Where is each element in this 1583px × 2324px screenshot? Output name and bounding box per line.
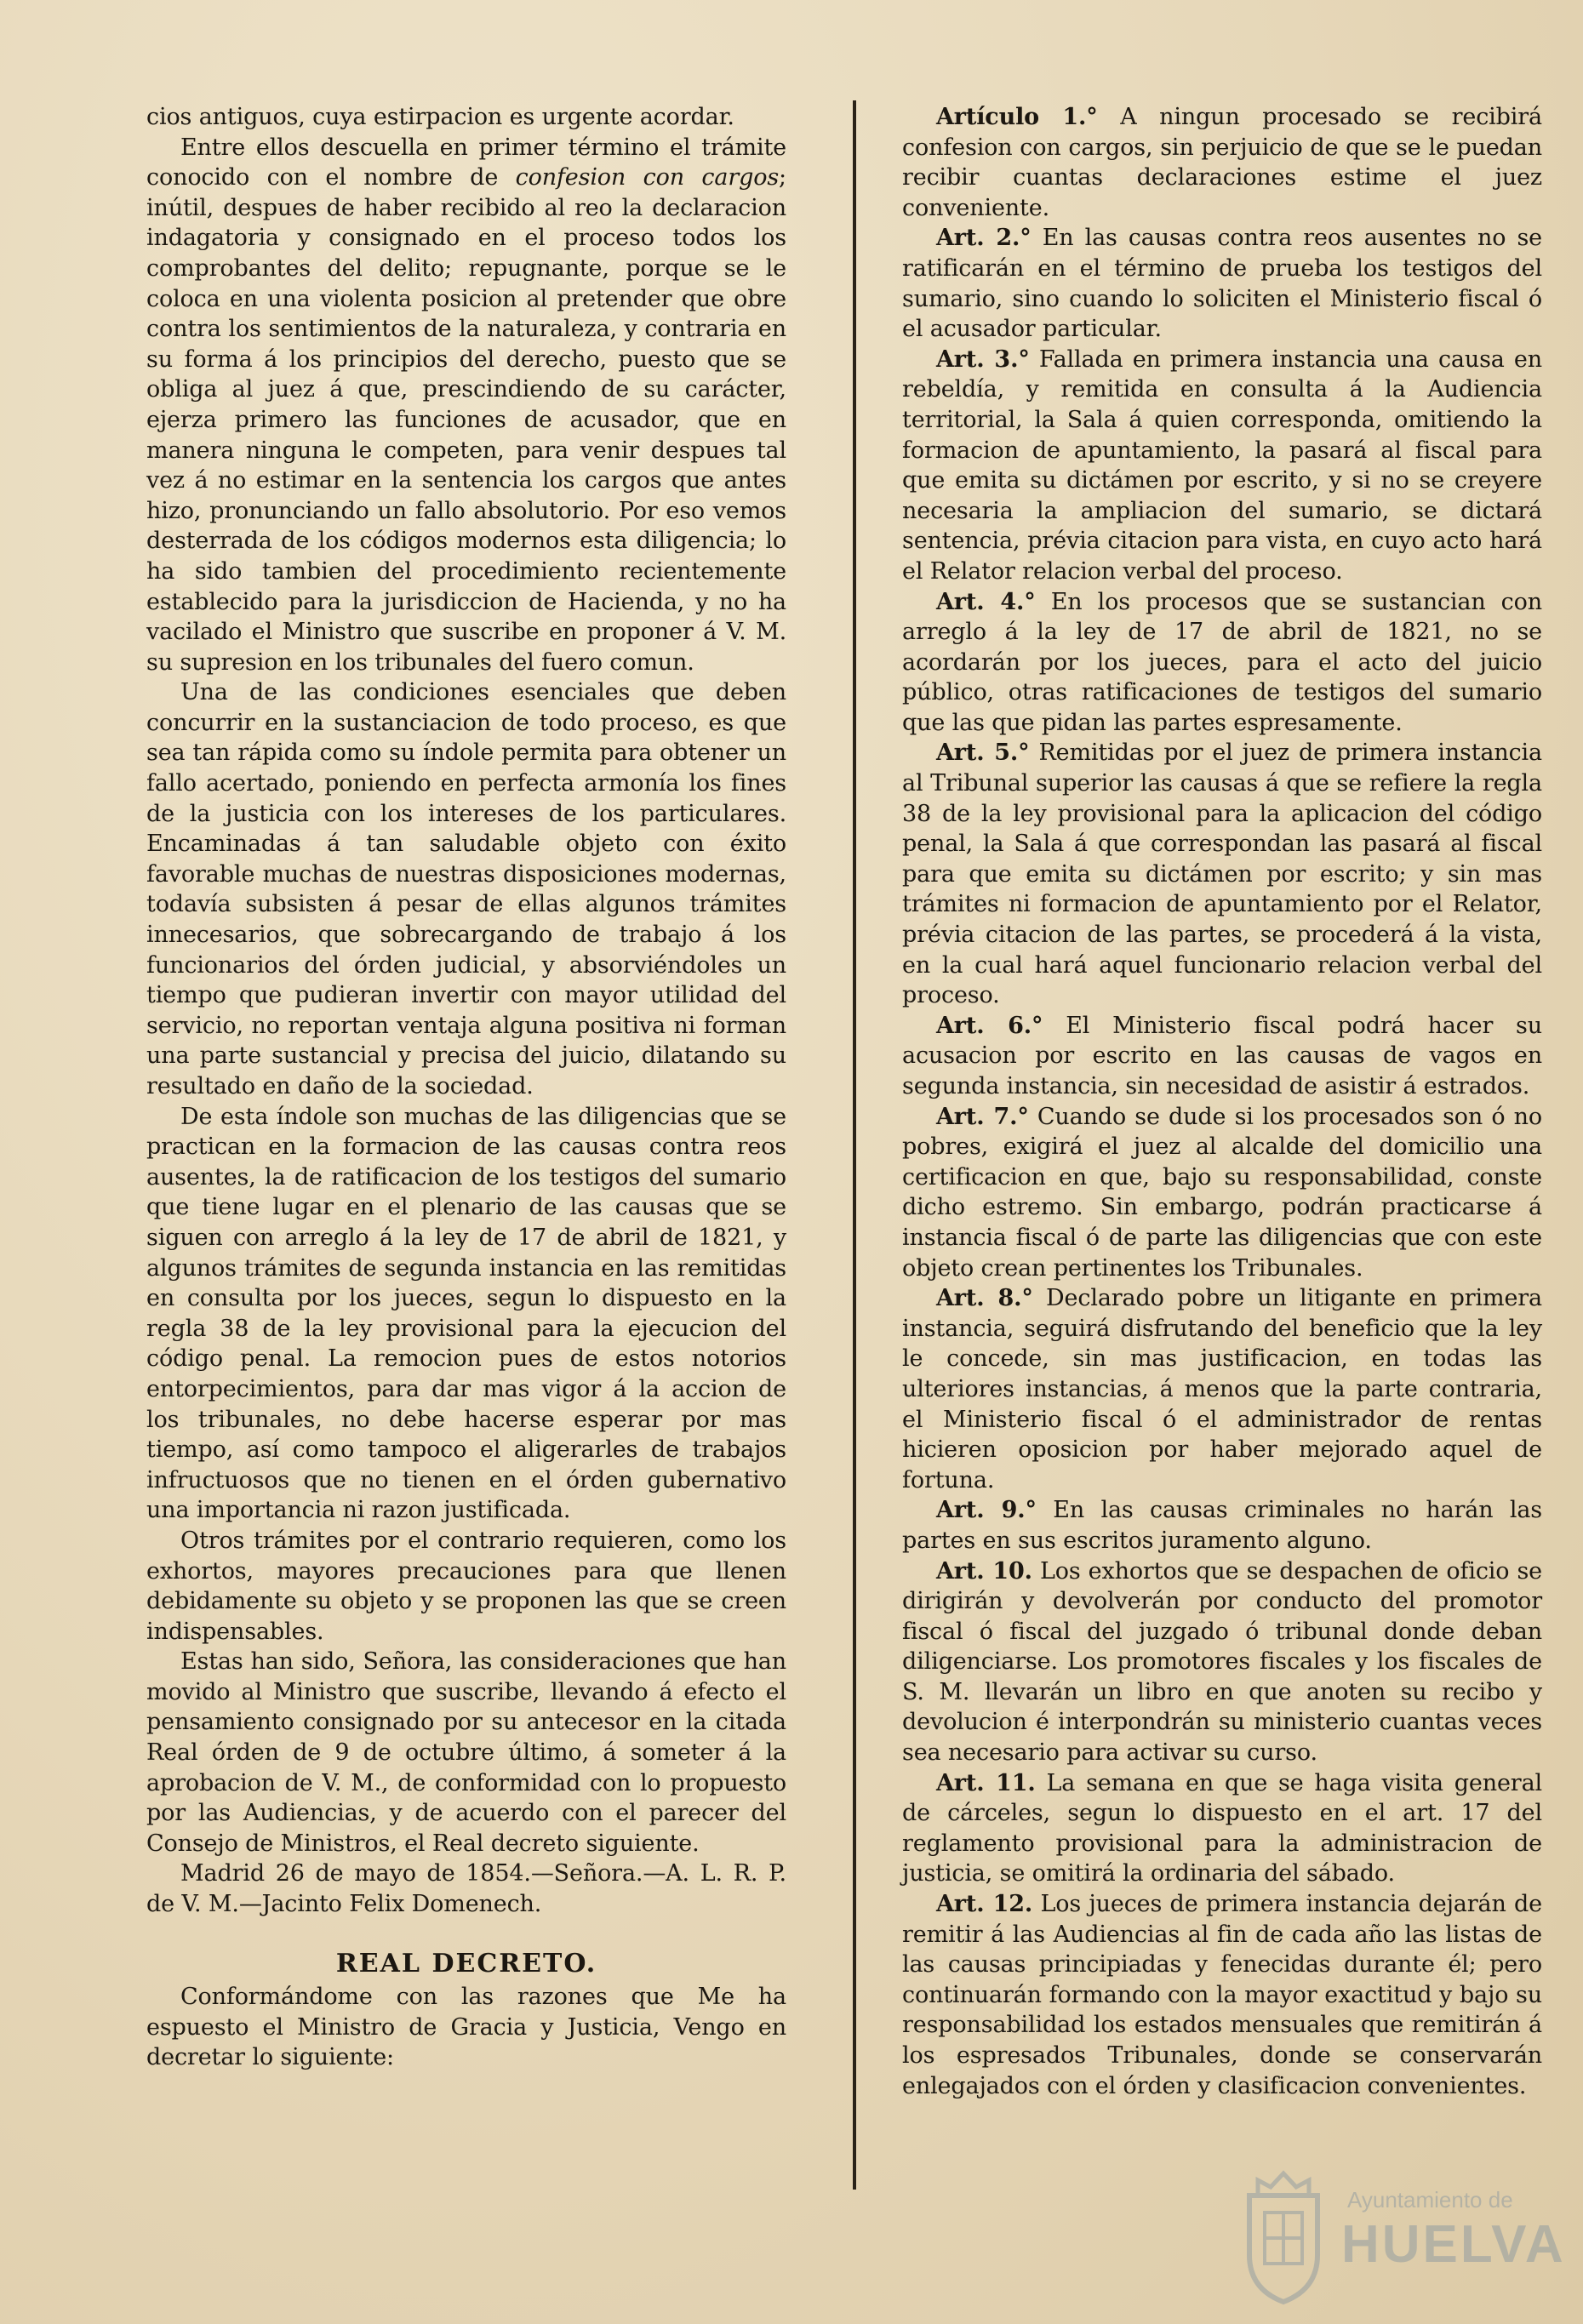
coat-of-arms-icon <box>1232 2161 1334 2306</box>
paragraph: Una de las condiciones esenciales que deben concurrir en la sustanciacion de todo proceso, es que sea tan rápida como su índole permita para obtener un fallo acertado, poniendo en perfecta armonía los fines de la justicia con los intereses de los particulares. Encaminadas á tan saludable objeto con éxito favorable muchas de nuestras disposiciones modernas, todavía subsisten á pesar de ellas algunos trámites innecesarios, que sobrecargando de trabajo á los funcionarios del órden judicial, y absorviéndoles un tiempo que pudieran invertir con mayor utilidad del servicio, no reportan ventaja alguna positiva ni forman una parte sustancial y precisa del juicio, dilatando su resultado en daño de la sociedad. <box>146 679 786 1099</box>
paragraph: Conformándome con las razones que Me ha espuesto el Ministro de Gracia y Justicia, Vengo en decretar lo siguiente: <box>146 1984 786 2071</box>
paragraph: Otros trámites por el contrario requieren, como los exhortos, mayores precauciones para que llenen debidamente su objeto y se proponen las que se creen indispensables. <box>146 1527 786 1645</box>
article-11: Art. 11. La semana en que se haga visita general de cárceles, segun lo dispuesto en el art. 17 del reglamento provisional para la administracion de justicia, se omitirá la ordinaria del sábado. <box>902 1769 1542 1887</box>
article-2: Art. 2.° En las causas contra reos ausentes no se ratificarán en el término de prueba los testigos del sumario, sino cuando lo soliciten el Ministerio fiscal ó el acusador particular. <box>902 225 1542 343</box>
watermark <box>1232 2161 1566 2315</box>
left-column <box>146 102 786 2073</box>
article-6: Art. 6.° El Ministerio fiscal podrá hacer su acusacion por escrito en las causas de vagos en segunda instancia, sin necesidad de asistir á estrados. <box>902 1012 1542 1099</box>
right-column <box>902 102 1542 2101</box>
article-12: Art. 12. Los jueces de primera instancia dejarán de remitir á las Audiencias al fin de cada año las listas de las causas principiadas y fenecidas durante él; pero continuarán formando con la mayor exactitud y bajo su responsabilidad los estados mensuales que remitirán á los espresados Tribunales, donde se conservarán enlegajados con el órden y clasificacion convenientes. <box>902 1891 1543 2099</box>
article-1: Artículo 1.° A ningun procesado se recibirá confesion con cargos, sin perjuicio de que se le puedan recibir cuantas declaraciones estime el juez conveniente. <box>902 104 1542 221</box>
paragraph: Entre ellos descuella en primer término el trámite conocido con el nombre de confesion con cargos; inútil, despues de haber recibido al reo la declaracion indagatoria y consignado en el proceso todos los comprobantes del delito; repugnante, porque se le coloca en una violenta posicion al pretender que obre contra los sentimientos de la naturaleza, y contraria en su forma á los principios del derecho, puesto que se obliga al juez á que, prescindiendo de su carácter, ejerza primero las funciones de acusador, que en manera ninguna le competen, para venir despues tal vez á no estimar en la sentencia los cargos que antes hizo, pronunciando un fallo absolutorio. Por eso vemos desterrada de los códigos modernos esta diligencia; lo ha sido tambien del procedimiento recientemente establecido para la jurisdiccion de Hacienda, y no ha vacilado el Ministro que suscribe en proponer á V. M. su supresion en los tribunales del fuero comun. <box>146 134 786 676</box>
article-7: Art. 7.° Cuando se dude si los procesados son ó no pobres, exigirá el juez al alcalde del domicilio una certificacion en que, bajo su responsabilidad, conste dicho estremo. Sin embargo, podrán practicarse á instancia fiscal ó de parte las diligencias que con este objeto crean pertinentes los Tribunales. <box>902 1103 1542 1282</box>
paragraph: De esta índole son muchas de las diligencias que se practican en la formacion de las causas contra reos ausentes, la de ratificacion de los testigos del sumario que tiene lugar en el plenario de las causas que se siguen con arreglo á la ley de 17 de abril de 1821, y algunos trámites de segunda instancia en las remitidas en consulta por los jueces, segun lo dispuesto en la regla 38 de la ley provisional para la ejecucion del código penal. La remocion pues de estos notorios entorpecimientos, para dar mas vigor á la accion de los tribunales, no debe hacerse esperar por mas tiempo, así como tampoco el aligerarles de trabajos infructuosos que no tienen en el órden gubernativo una importancia ni razon justificada. <box>146 1103 786 1524</box>
column-divider <box>853 100 856 2190</box>
article-8: Art. 8.° Declarado pobre un litigante en primera instancia, seguirá disfrutando del beneficio que la ley le concede, sin mas justificacion, en todas las ulteriores instancias, á menos que la parte contraria, el Ministerio fiscal ó el administrador de rentas hicieren oposicion por haber mejorado aquel de fortuna. <box>902 1285 1542 1493</box>
watermark-title: HUELVA <box>1341 2215 1566 2274</box>
paragraph: Estas han sido, Señora, las consideraciones que han movido al Ministro que suscribe, llevando á efecto el pensamiento consignado por su antecesor en la citada Real órden de 9 de octubre último, á someter á la aprobacion de V. M., de conformidad con lo propuesto por las Audiencias, y de acuerdo con el parecer del Consejo de Ministros, el Real decreto siguiente. <box>146 1648 786 1857</box>
article-9: Art. 9.° En las causas criminales no harán las partes en sus escritos juramento alguno. <box>902 1497 1543 1554</box>
section-heading: REAL DECRETO. <box>335 1948 597 1979</box>
watermark-subtitle: Ayuntamiento de <box>1347 2187 1513 2213</box>
article-10: Art. 10. Los exhortos que se despachen de oficio se dirigirán y devolverán por conducto del promotor fiscal ó fiscal del juzgado ó tribunal donde deban diligenciarse. Los promotores fiscales y los fiscales de S. M. llevarán un libro en que anoten su recibo y devolucion é interpondrán su ministerio cuantas veces sea necesario para activar su curso. <box>902 1557 1543 1767</box>
article-4: Art. 4.° En los procesos que se sustancian con arreglo á la ley de 17 de abril de 1821, no se acordarán por los jueces, para el acto del juicio público, otras ratificaciones de testigos del sumario que las que pidan las partes espresamente. <box>902 588 1542 736</box>
article-5: Art. 5.° Remitidas por el juez de primera instancia al Tribunal superior las causas á que se refiere la regla 38 de la ley provisional para la aplicacion del código penal, la Sala á que correspondan las pasará al fiscal para que emita su dictámen por escrito; y sin mas trámites ni formacion de apuntamiento por el Relator, prévia citacion de las partes, se procederá á la vista, en la cual hará aquel funcionario relacion verbal del proceso. <box>902 739 1542 1009</box>
signature-line: Madrid 26 de mayo de 1854.—Señora.—A. L. R. P. de V. M.—Jacinto Felix Domenech. <box>146 1860 786 1918</box>
article-3: Art. 3.° Fallada en primera instancia una causa en rebeldía, y remitida en consulta á la Audiencia territorial, la Sala á quien corresponda, omitiendo la formacion de apuntamiento, la pasará al fiscal para que emita su dictámen por escrito, y si no se creyere necesaria la ampliacion del sumario, se dictará sentencia, prévia citacion para vista, en cuyo acto hará el Relator relacion verbal del proceso. <box>902 345 1542 585</box>
paragraph: cios antiguos, cuya estirpacion es urgente acordar. <box>146 104 734 130</box>
